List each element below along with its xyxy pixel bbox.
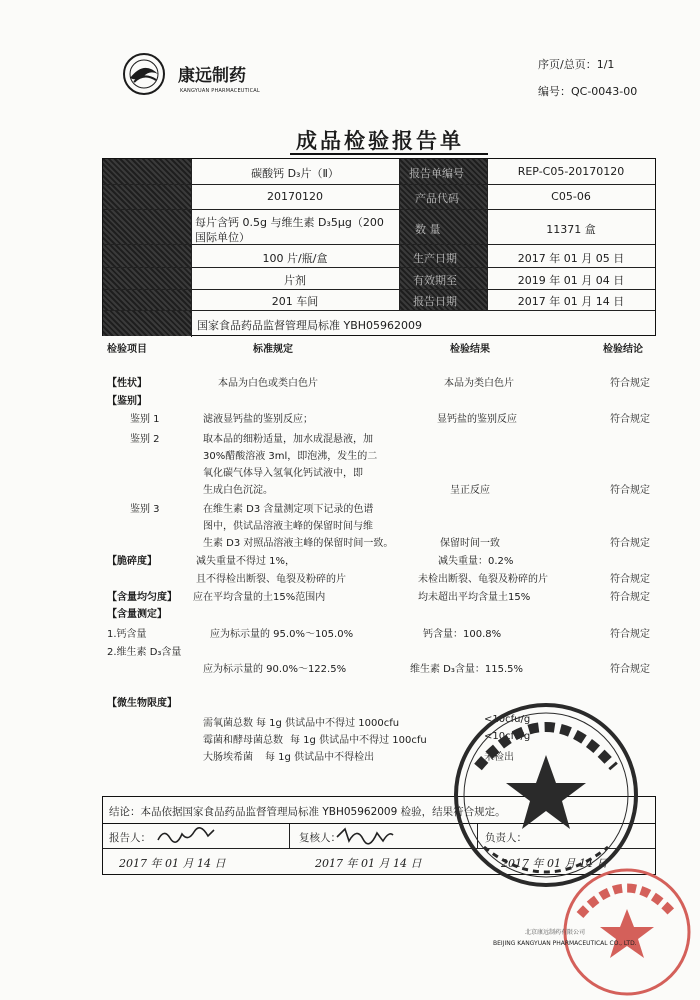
mold-yeast-name: 霉菌和酵母菌总数 [203, 735, 283, 746]
identification-3-result: 保留时间一致 [440, 538, 500, 549]
identification-label: 【鉴别】 [107, 396, 147, 407]
reviewer-label: 复核人： [299, 832, 341, 844]
identification-2-standard-3: 氧化碳气体导入氢氧化钙试液中，即 [203, 468, 363, 479]
vitamin-d3-result: 维生素 D₃含量：115.5% [410, 664, 524, 675]
inspection-seal-icon [448, 697, 644, 893]
quantity: 11371 盒 [546, 223, 596, 236]
friability-conclusion: 符合规定 [610, 574, 650, 585]
calcium-result: 钙含量：100.8% [423, 629, 502, 640]
label-standard-cell [103, 310, 191, 336]
quantity-label: 数 量 [415, 223, 441, 236]
inspection-standard: 国家食品药品监督管理局标准 YBH05962009 [197, 319, 423, 332]
expiry-date-label: 有效期至 [413, 274, 457, 287]
workshop: 201 车间 [271, 295, 319, 308]
company-english-name: KANGYUAN PHARMACEUTICAL [180, 88, 260, 94]
mold-yeast-result: <10cfu/g [484, 731, 531, 742]
identification-3-standard-2: 图中，供试品溶液主峰的保留时间与维 [203, 521, 373, 532]
approver-label: 负责人： [485, 832, 527, 844]
title-underline [290, 153, 488, 155]
identification-2-label: 鉴别 2 [130, 434, 160, 445]
calcium-conclusion: 符合规定 [610, 629, 650, 640]
production-date: 2017 年 01 月 05 日 [517, 252, 625, 265]
column-header-conclusion: 检验结论 [603, 344, 643, 355]
friability-standard-1: 减失重量不得过 1%， [196, 556, 296, 567]
e-coli-result: 未检出 [484, 752, 514, 763]
microbial-limit-label: 【微生物限度】 [107, 698, 177, 709]
identification-1-label: 鉴别 1 [130, 414, 160, 425]
e-coli-name: 大肠埃希菌 [203, 752, 253, 763]
identification-1-result: 显钙盐的鉴别反应 [437, 414, 517, 425]
uniformity-label: 【含量均匀度】 [107, 592, 177, 603]
reporter-date: 2017 年 01 月 14 日 [119, 857, 226, 870]
calcium-label: 1.钙含量 [107, 629, 147, 640]
company-name: 康远制药 [178, 66, 246, 86]
traits-result: 本品为类白色片 [444, 378, 514, 389]
dosage-form: 片剂 [284, 274, 306, 287]
identification-3-standard-3: 生素 D3 对照品溶液主峰的保留时间一致。 [203, 538, 394, 549]
specification-line-1: 每片含钙 0.5g 与维生素 D₃5μg（200 [195, 216, 384, 229]
reviewer-signature [335, 825, 395, 845]
aerobic-count-standard: 每 1g 供试品中不得过 1000cfu [256, 718, 400, 729]
friability-result-2: 未检出断裂、龟裂及粉碎的片 [418, 574, 548, 585]
column-header-standard: 标准规定 [253, 344, 293, 355]
report-title: 成品检验报告单 [296, 129, 464, 153]
uniformity-result: 均未超出平均含量土15% [418, 592, 531, 603]
batch-number: 20170120 [267, 190, 323, 203]
friability-label: 【脆碎度】 [107, 556, 157, 567]
report-number: REP-C05-20170120 [517, 165, 625, 178]
page-info: 序页/总页：1/1 [538, 58, 615, 71]
aerobic-count-name: 需氧菌总数 [203, 718, 253, 729]
friability-result-1: 减失重量：0.2% [438, 556, 514, 567]
product-name: 碳酸钙 D₃片（Ⅱ） [251, 167, 339, 180]
identification-2-result: 呈正反应 [450, 485, 490, 496]
product-info-table [102, 158, 656, 336]
footer-company-cn: 北京康远制药有限公司 [525, 929, 586, 936]
identification-2-standard-4: 生成白色沉淀。 [203, 485, 273, 496]
friability-standard-2: 且不得检出断裂、龟裂及粉碎的片 [196, 574, 346, 585]
reporter-signature [156, 826, 216, 846]
production-date-label: 生产日期 [413, 252, 457, 265]
packaging: 100 片/瓶/盒 [262, 252, 328, 265]
vitamin-d3-label: 2.维生素 D₃含量 [107, 647, 182, 658]
mold-yeast-standard: 每 1g 供试品中不得过 100cfu [290, 735, 427, 746]
identification-1-standard: 滤液显钙盐的鉴别反应； [203, 414, 313, 425]
product-code-label: 产品代码 [415, 192, 459, 205]
identification-2-conclusion: 符合规定 [610, 485, 650, 496]
conclusion-text: 结论：本品依据国家食品药品监督管理局标准 YBH05962009 检验，结果符合规定。 [109, 806, 506, 818]
vitamin-d3-standard: 应为标示量的 90.0%～122.5% [203, 664, 347, 675]
identification-3-conclusion: 符合规定 [610, 538, 650, 549]
e-coli-standard: 每 1g 供试品中不得检出 [265, 752, 375, 763]
column-header-item: 检验项目 [107, 344, 147, 355]
approver-date: 2017 年 01 月 14 日 [501, 857, 608, 870]
document-number: 编号：QC-0043-00 [538, 85, 638, 98]
aerobic-count-result: <10cfu/g [484, 714, 531, 725]
calcium-standard: 应为标示量的 95.0%～105.0% [210, 629, 354, 640]
identification-3-label: 鉴别 3 [130, 504, 160, 515]
report-number-label: 报告单编号 [409, 167, 464, 180]
vitamin-d3-conclusion: 符合规定 [610, 664, 650, 675]
reviewer-date: 2017 年 01 月 14 日 [315, 857, 422, 870]
expiry-date: 2019 年 01 月 04 日 [517, 274, 625, 287]
report-date-label: 报告日期 [413, 295, 457, 308]
traits-standard: 本品为白色或类白色片 [218, 378, 318, 389]
identification-2-standard-1: 取本品的细粉适量，加水成混悬液，加 [203, 434, 373, 445]
assay-label: 【含量测定】 [107, 609, 167, 620]
traits-conclusion: 符合规定 [610, 378, 650, 389]
traits-label: 【性状】 [107, 378, 147, 389]
identification-2-standard-2: 30%醋酸溶液 3ml，即泡沸，发生的二 [203, 451, 378, 462]
column-header-result: 检验结果 [450, 344, 490, 355]
identification-1-conclusion: 符合规定 [610, 414, 650, 425]
specification-line-2: 国际单位） [195, 231, 250, 244]
label-column-left [103, 159, 191, 310]
identification-3-standard-1: 在维生素 D3 含量测定项下记录的色谱 [203, 504, 374, 515]
reporter-label: 报告人： [109, 832, 151, 844]
company-logo-icon [122, 52, 166, 96]
product-code: C05-06 [551, 190, 591, 203]
report-date: 2017 年 01 月 14 日 [517, 295, 625, 308]
footer-company-en: BEIJING KANGYUAN PHARMACEUTICAL CO., LTD. [493, 940, 637, 947]
uniformity-conclusion: 符合规定 [610, 592, 650, 603]
uniformity-standard: 应在平均含量的土15%范围内 [193, 592, 326, 603]
